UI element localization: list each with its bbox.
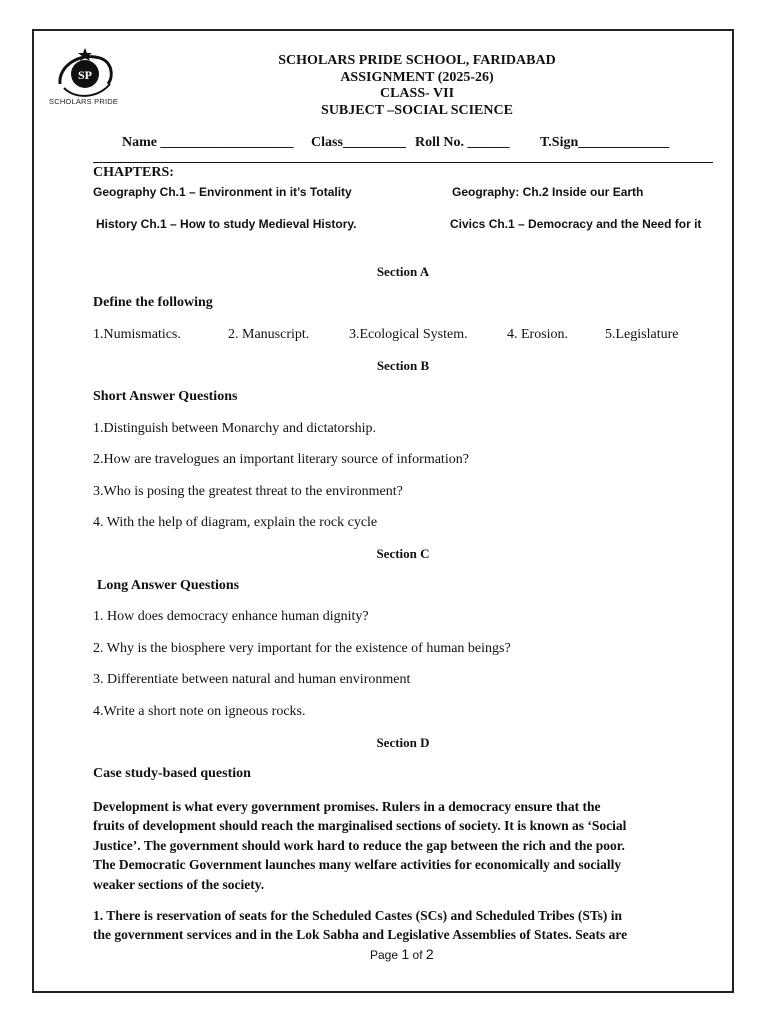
passage-line: Justice’. The government should work hard to reduce the gap between the rich and the poor. <box>93 837 625 853</box>
passage-line: Development is what every government promises. Rulers in a democracy ensure that the <box>93 799 601 814</box>
chapters-heading: CHAPTERS: <box>93 165 174 180</box>
question-item: 1.Distinguish between Monarchy and dictatorship. <box>93 421 377 436</box>
question-item: 3. Differentiate between natural and human environment <box>93 672 411 687</box>
page-total: 2 <box>425 946 434 962</box>
case-study-passage <box>93 797 713 894</box>
section-a-subtitle: Define the following <box>93 295 213 310</box>
school-name: SCHOLARS PRIDE SCHOOL, FARIDABAD <box>278 53 556 68</box>
roll-field: Roll No. ______ <box>415 135 510 150</box>
term-item: 2. Manuscript. <box>228 327 310 342</box>
question-item: 2. Why is the biosphere very important for the existence of human beings? <box>93 641 511 656</box>
divider <box>93 162 713 163</box>
page-number <box>370 946 434 962</box>
chapter-item: Civics Ch.1 – Democracy and the Need for it <box>450 217 702 231</box>
section-a-title: Section A <box>376 264 430 279</box>
section-c-subtitle: Long Answer Questions <box>97 578 240 593</box>
passage-line: The Democratic Government launches many welfare activities for economically and socially <box>93 857 622 873</box>
sign-field: T.Sign_____________ <box>540 135 670 150</box>
page-word: Page <box>370 948 399 962</box>
subject-title: SUBJECT –SOCIAL SCIENCE <box>321 103 513 118</box>
section-b-subtitle: Short Answer Questions <box>93 389 238 404</box>
section-b-title: Section B <box>376 358 430 373</box>
chapter-item: History Ch.1 – How to study Medieval History. <box>96 217 357 231</box>
question-line: 1. There is reservation of seats for the Scheduled Castes (SCs) and Scheduled Tribes (STs) in <box>93 908 623 923</box>
passage-line: weaker sections of the society. <box>93 876 265 892</box>
question-item: 1. How does democracy enhance human dignity? <box>93 609 369 624</box>
term-item: 1.Numismatics. <box>93 327 181 342</box>
chapter-item: Geography: Ch.2 Inside our Earth <box>452 185 644 199</box>
section-c-title: Section C <box>376 546 430 561</box>
class-field: Class_________ <box>311 135 406 150</box>
question-line: the government services and in the Lok Sabha and Legislative Assemblies of States. Seats are <box>93 927 628 943</box>
section-d-subtitle: Case study-based question <box>93 766 251 781</box>
question-item: 4. With the help of diagram, explain the rock cycle <box>93 515 378 530</box>
section-d-title: Section D <box>376 735 430 750</box>
question-item: 3.Who is posing the greatest threat to the environment? <box>93 484 403 499</box>
class-title: CLASS- VII <box>379 86 455 101</box>
logo-initials: SP <box>77 68 93 82</box>
passage-line: fruits of development should reach the marginalised sections of society. It is known as ‘Social <box>93 818 627 834</box>
case-question-1 <box>93 906 713 945</box>
page-current: 1 <box>401 946 410 962</box>
assignment-title: ASSIGNMENT (2025-26) <box>340 70 494 85</box>
term-item: 5.Legislature <box>605 327 679 342</box>
question-item: 2.How are travelogues an important literary source of information? <box>93 452 469 467</box>
term-item: 3.Ecological System. <box>349 327 468 342</box>
question-item: 4.Write a short note on igneous rocks. <box>93 704 306 719</box>
logo-caption: SCHOLARS PRIDE <box>49 97 119 106</box>
chapter-item: Geography Ch.1 – Environment in it’s Totality <box>93 185 352 199</box>
page-of: of <box>412 948 423 962</box>
name-field: Name ___________________ <box>122 135 294 150</box>
term-item: 4. Erosion. <box>507 327 569 342</box>
